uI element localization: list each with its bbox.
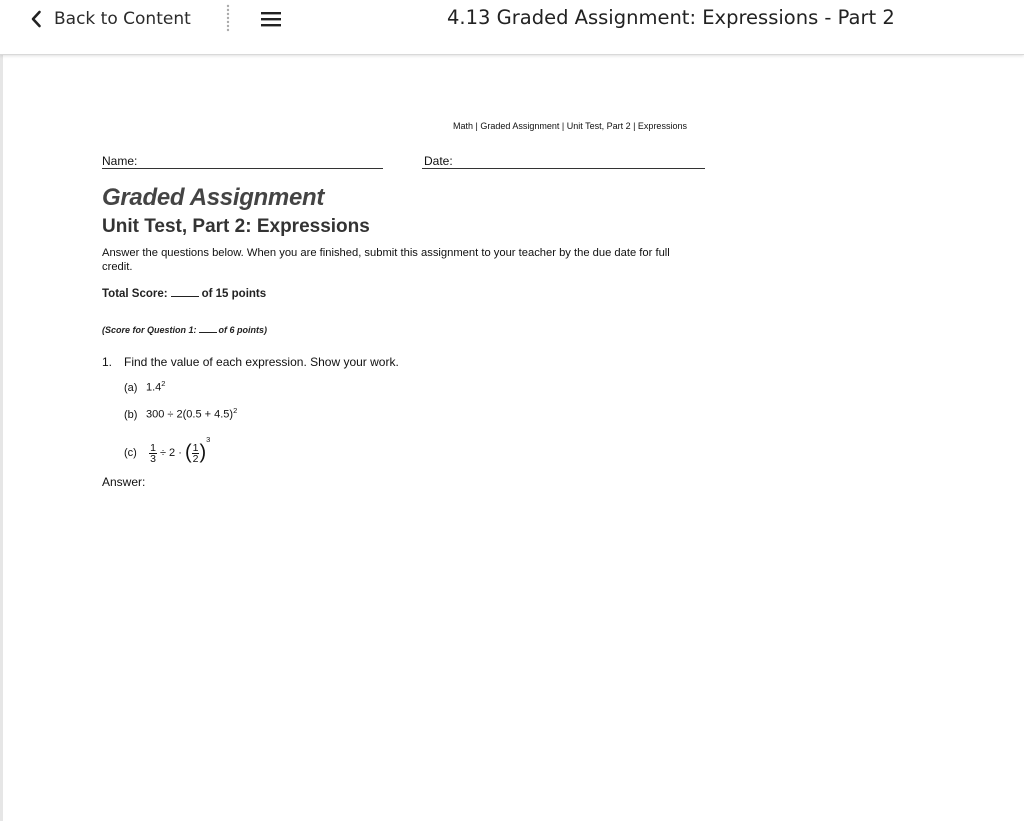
part-c-exponent: 3: [206, 435, 211, 444]
back-to-content-button[interactable]: [30, 7, 191, 31]
total-score-suffix: of 15 points: [201, 288, 267, 300]
close-paren: ): [199, 441, 207, 464]
part-c-fraction-2-denominator: 2: [192, 452, 199, 465]
open-paren: (: [184, 441, 192, 464]
part-a-base: 1.4: [146, 381, 162, 394]
page-title: 4.13 Graded Assignment: Expressions - Part 2: [447, 6, 895, 29]
part-b: [124, 406, 237, 421]
instructions-text: Answer the questions below. When you are finished, submit this assignment to your teacher by the due date for full credit.: [102, 247, 670, 273]
part-a-label: (a): [124, 381, 138, 394]
hamburger-menu-icon: [260, 10, 282, 28]
date-line: [422, 168, 705, 169]
question-number: 1.: [102, 355, 113, 369]
question-score-blank: [199, 332, 217, 333]
part-a-exponent: 2: [161, 379, 166, 388]
question-text: Find the value of each expression. Show your work.: [124, 355, 399, 369]
part-c-fraction-1-denominator: 3: [150, 452, 156, 465]
question-score-prefix: (Score for Question 1:: [102, 325, 197, 335]
name-line: [102, 168, 383, 169]
answer-label: Answer:: [102, 475, 146, 489]
assignment-subtitle: Unit Test, Part 2: Expressions: [102, 216, 370, 237]
total-score-prefix: Total Score:: [102, 288, 168, 300]
top-navigation-bar: [0, 0, 1024, 55]
part-b-expression: 300 ÷ 2(0.5 + 4.5): [146, 408, 234, 421]
question-score-suffix: of 6 points): [218, 325, 268, 335]
part-b-label: (b): [124, 408, 138, 421]
vertical-dots-icon: [224, 4, 232, 34]
part-c-fraction-1: [149, 443, 157, 464]
part-a: [124, 379, 165, 394]
back-to-content-label: Back to Content: [54, 9, 191, 29]
question-score: [102, 325, 267, 335]
more-options-button[interactable]: [224, 4, 232, 34]
name-label: Name:: [102, 154, 138, 168]
part-b-exponent: 2: [233, 406, 238, 415]
part-c-middle: ÷ 2 ·: [159, 447, 182, 459]
menu-button[interactable]: [260, 10, 282, 28]
chevron-left-icon: [30, 9, 42, 29]
part-c: [124, 435, 210, 465]
total-score: [102, 288, 266, 300]
document-header-line: Math | Graded Assignment | Unit Test, Part 2 | Expressions: [453, 121, 687, 131]
date-label: Date:: [424, 154, 453, 168]
total-score-blank: [171, 296, 199, 297]
part-c-label: (c): [124, 447, 137, 459]
part-c-fraction-2-numerator: 1: [192, 441, 199, 454]
assignment-title: Graded Assignment: [102, 184, 325, 211]
part-c-fraction-1-numerator: 1: [150, 441, 156, 454]
